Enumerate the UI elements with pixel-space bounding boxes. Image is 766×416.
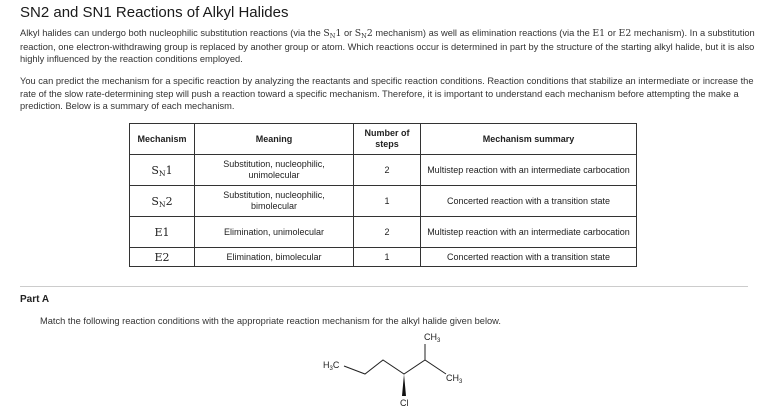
- summary-cell: Concerted reaction with a transition state: [421, 248, 637, 267]
- mechanism-cell: $S_N1$: [130, 155, 195, 186]
- sn2-symbol: $S_N2$: [354, 28, 373, 40]
- table-header: Mechanism: [130, 124, 195, 155]
- ch3-top-label: $CH_3$: [424, 332, 441, 344]
- part-a-instruction: Match the following reaction conditions with the appropriate reaction mechanism for the alkyl halide given below.: [40, 316, 501, 326]
- steps-cell: 1: [354, 248, 421, 267]
- wedge-bond: [402, 374, 406, 396]
- mechanism-cell: E1: [130, 217, 195, 248]
- sn1-symbol: $S_N1$: [323, 28, 342, 40]
- e2-symbol: E2: [618, 28, 632, 39]
- table-row: [130, 186, 637, 217]
- intro-paragraph-1: Alkyl halides can undergo both nucleophilic substitution reactions (via the $S_N1$ or $S_N2$ mechanism) as well as elimination reactions (via the E1 or E2 mechanism). In a substitution reaction, one electron-withdrawing group is replaced by another group or atom. Which reactions occur is determined in part by the structure of the starting alkyl halide, but it is also highly influenced by the reaction conditions employed.: [20, 28, 755, 64]
- meaning-cell: Elimination, unimolecular: [195, 217, 354, 248]
- section-divider: [20, 286, 748, 287]
- h3c-label: $H_3C$: [323, 360, 340, 372]
- mechanism-summary-table: [129, 123, 637, 267]
- table-header-row: [130, 124, 637, 155]
- meaning-cell: Substitution, nucleophilic, bimolecular: [195, 186, 354, 217]
- meaning-cell: Elimination, bimolecular: [195, 248, 354, 267]
- summary-cell: Multistep reaction with an intermediate carbocation: [421, 155, 637, 186]
- mechanism-cell: E2: [130, 248, 195, 267]
- meaning-cell: Substitution, nucleophilic, unimolecular: [195, 155, 354, 186]
- table-header: Number of steps: [354, 124, 421, 155]
- alkyl-halide-structure: [300, 328, 500, 412]
- table-row: [130, 217, 637, 248]
- chlorine-label: Cl: [400, 398, 409, 408]
- steps-cell: 2: [354, 155, 421, 186]
- table-header: Meaning: [195, 124, 354, 155]
- carbon-chain-bond: [344, 360, 446, 374]
- table-header: Mechanism summary: [421, 124, 637, 155]
- intro-paragraph-2: You can predict the mechanism for a specific reaction by analyzing the reactants and specific reaction conditions. Reaction conditions that stabilize an intermediate or increase the rate of the slow rate-determining step will push a reaction toward a specific mechanism. Therefore, it is important to understand each mechanism before attempting the make a prediction. Below is a summary of each mechanism.: [20, 76, 754, 111]
- part-a-heading: Part A: [20, 294, 50, 305]
- summary-cell: Concerted reaction with a transition state: [421, 186, 637, 217]
- e1-symbol: E1: [592, 28, 606, 39]
- table-row: [130, 248, 637, 267]
- steps-cell: 1: [354, 186, 421, 217]
- intro-text: Alkyl halides can undergo both nucleophilic substitution reactions (via the: [20, 28, 324, 38]
- summary-cell: Multistep reaction with an intermediate carbocation: [421, 217, 637, 248]
- ch3-right-label: $CH_3$: [446, 373, 463, 385]
- table-row: [130, 155, 637, 186]
- mechanism-cell: $S_N2$: [130, 186, 195, 217]
- page-title: SN2 and SN1 Reactions of Alkyl Halides: [20, 4, 289, 21]
- steps-cell: 2: [354, 217, 421, 248]
